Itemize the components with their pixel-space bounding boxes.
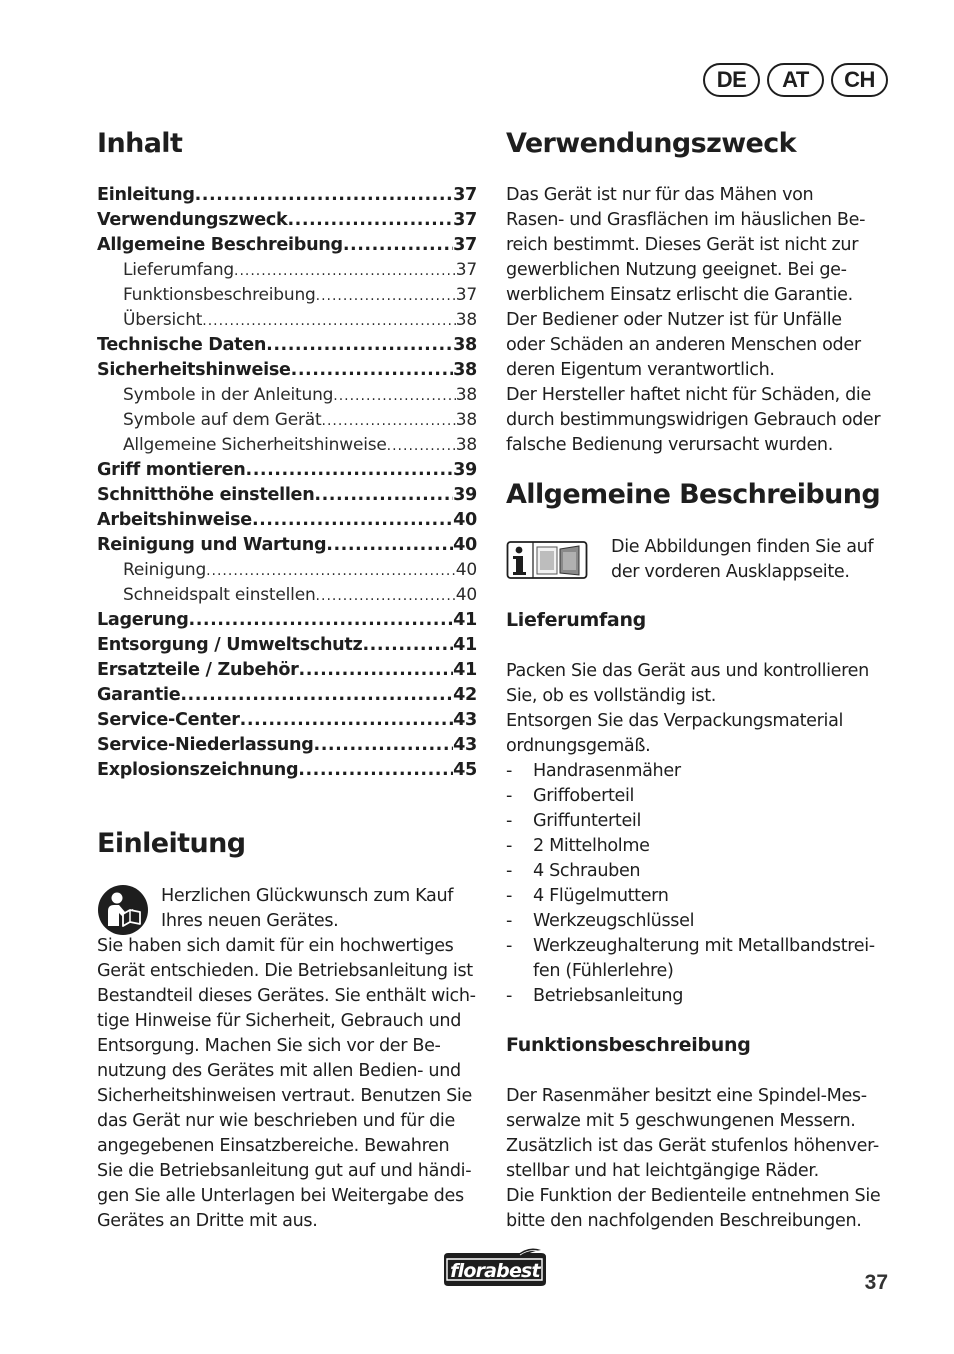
list-item: - Griffunterteil bbox=[506, 809, 875, 834]
toc-entry-page: 43 bbox=[453, 710, 477, 730]
toc-entry-title: Reinigung bbox=[123, 560, 207, 580]
toc-dot-leader bbox=[387, 434, 456, 459]
list-item: fen (Fühlerlehre) bbox=[533, 961, 674, 981]
toc-entry-page: 38 bbox=[453, 335, 477, 355]
toc-entry bbox=[97, 183, 477, 208]
toc-entry-title: Schnitthöhe einstellen bbox=[97, 485, 315, 505]
text-line: Sicherheitshinweisen vertraut. Benutzen Sie bbox=[97, 1086, 472, 1106]
allgemeine-beschreibung-title: Allgemeine Beschreibung bbox=[506, 479, 881, 510]
toc-entry-title: Reinigung und Wartung bbox=[97, 535, 327, 555]
text-line: ordnungsgemäß. bbox=[506, 736, 651, 756]
toc-dot-leader bbox=[180, 683, 453, 708]
text-line: deren Eigentum verantwortlich. bbox=[506, 360, 775, 380]
list-item: - 4 Flügelmuttern bbox=[506, 884, 875, 909]
toc-dot-leader bbox=[333, 384, 456, 409]
lieferumfang-list bbox=[506, 759, 875, 1009]
text-line: nutzung des Gerätes mit allen Bedien- und bbox=[97, 1061, 461, 1081]
toc-entry-page: 37 bbox=[455, 260, 477, 280]
text-line: Sie die Betriebsanleitung gut auf und händi- bbox=[97, 1161, 472, 1181]
toc-entry-title: Explosionszeichnung bbox=[97, 760, 299, 780]
toc-dot-leader bbox=[326, 533, 453, 558]
text-line: Das Gerät ist nur für das Mähen von bbox=[506, 185, 814, 205]
toc-entry-title: Symbole in der Anleitung bbox=[123, 385, 334, 405]
toc-entry-page: 37 bbox=[453, 185, 477, 205]
toc-entry-page: 39 bbox=[453, 460, 477, 480]
toc-entry-title: Arbeitshinweise bbox=[97, 510, 252, 530]
toc-entry-page: 45 bbox=[453, 760, 477, 780]
toc-entry bbox=[97, 408, 477, 433]
toc-dot-leader bbox=[314, 733, 454, 758]
toc-entry bbox=[97, 583, 477, 608]
toc-entry bbox=[97, 658, 477, 683]
text-line: Gerät entschieden. Die Betriebsanleitung ist bbox=[97, 961, 473, 981]
toc-entry-title: Allgemeine Beschreibung bbox=[97, 235, 343, 255]
florabest-logo bbox=[438, 1247, 551, 1289]
toc-entry-title: Lieferumfang bbox=[123, 260, 234, 280]
toc-dot-leader bbox=[343, 233, 453, 258]
toc-entry-page: 42 bbox=[453, 685, 477, 705]
toc-entry bbox=[97, 533, 477, 558]
einleitung-body bbox=[97, 934, 476, 1234]
toc-entry-page: 37 bbox=[455, 285, 477, 305]
country-badge-at: AT bbox=[767, 63, 824, 97]
toc-entry-page: 38 bbox=[455, 385, 477, 405]
toc-entry-title: Symbole auf dem Gerät bbox=[123, 410, 322, 430]
toc-entry bbox=[97, 358, 477, 383]
toc-dot-leader bbox=[299, 658, 454, 683]
toc-entry-title: Verwendungszweck bbox=[97, 210, 288, 230]
toc-entry bbox=[97, 208, 477, 233]
einleitung-intro bbox=[161, 884, 453, 934]
text-line: Die Abbildungen finden Sie auf bbox=[611, 537, 874, 557]
toc-entry bbox=[97, 633, 477, 658]
toc-dot-leader bbox=[291, 358, 453, 383]
country-badge-ch: CH bbox=[831, 63, 888, 97]
toc-entry bbox=[97, 308, 477, 333]
toc-dot-leader bbox=[266, 333, 453, 358]
text-line: tige Hinweise für Sicherheit, Gebrauch und bbox=[97, 1011, 462, 1031]
toc-dot-leader bbox=[252, 508, 453, 533]
text-line: Der Rasenmäher besitzt eine Spindel-Mes- bbox=[506, 1086, 867, 1106]
toc-entry bbox=[97, 333, 477, 358]
toc-entry-page: 40 bbox=[453, 510, 477, 530]
toc-entry-page: 38 bbox=[453, 360, 477, 380]
toc-entry-title: Garantie bbox=[97, 685, 181, 705]
text-line: das Gerät nur wie beschrieben und für die bbox=[97, 1111, 455, 1131]
read-manual-icon bbox=[97, 884, 149, 936]
text-line: gen Sie alle Unterlagen bei Weitergabe des bbox=[97, 1186, 464, 1206]
funktionsbeschreibung-title: Funktionsbeschreibung bbox=[506, 1034, 751, 1056]
toc-entry bbox=[97, 608, 477, 633]
text-line: angegebenen Einsatzbereiche. Bewahren bbox=[97, 1136, 450, 1156]
toc-entry bbox=[97, 508, 477, 533]
toc-entry-page: 41 bbox=[453, 635, 477, 655]
toc-dot-leader bbox=[195, 183, 453, 208]
text-line: durch bestimmungswidrigen Gebrauch oder bbox=[506, 410, 881, 430]
toc-dot-leader bbox=[189, 608, 454, 633]
country-badges bbox=[703, 63, 888, 97]
verwendungszweck-title: Verwendungszweck bbox=[506, 128, 797, 159]
text-line: Die Funktion der Bedienteile entnehmen Sie bbox=[506, 1186, 881, 1206]
text-line: Bestandteil dieses Gerätes. Sie enthält wich- bbox=[97, 986, 476, 1006]
toc-entry-page: 40 bbox=[455, 585, 477, 605]
funktionsbeschreibung-body bbox=[506, 1084, 880, 1234]
toc-entry bbox=[97, 458, 477, 483]
verwendungszweck-body bbox=[506, 183, 880, 458]
toc-entry-page: 40 bbox=[453, 535, 477, 555]
toc-dot-leader bbox=[362, 633, 453, 658]
text-line: Entsorgen Sie das Verpackungsmaterial bbox=[506, 711, 844, 731]
text-line: Herzlichen Glückwunsch zum Kauf bbox=[161, 886, 454, 906]
toc-dot-leader bbox=[316, 584, 456, 609]
toc-dot-leader bbox=[234, 259, 456, 284]
list-item: - Handrasenmäher bbox=[506, 759, 875, 784]
toc-entry-page: 37 bbox=[453, 210, 477, 230]
list-item: - Werkzeughalterung mit Metallbandstrei- bbox=[506, 934, 875, 959]
toc-dot-leader bbox=[206, 559, 456, 584]
text-line: Entsorgung. Machen Sie sich vor der Be- bbox=[97, 1036, 441, 1056]
text-line: Der Hersteller haftet nicht für Schäden, die bbox=[506, 385, 871, 405]
text-line: Sie, ob es vollständig ist. bbox=[506, 686, 717, 706]
toc-entry-title: Allgemeine Sicherheitshinweise bbox=[123, 435, 387, 455]
toc-entry-title: Funktionsbeschreibung bbox=[123, 285, 316, 305]
toc-dot-leader bbox=[287, 208, 453, 233]
toc-entry-title: Service-Niederlassung bbox=[97, 735, 314, 755]
country-badge-de: DE bbox=[703, 63, 760, 97]
text-line: Der Bediener oder Nutzer ist für Unfälle bbox=[506, 310, 842, 330]
text-line: bitte den nachfolgenden Beschreibungen. bbox=[506, 1211, 862, 1231]
list-item: - Griffoberteil bbox=[506, 784, 875, 809]
text-line: oder Schäden an anderen Menschen oder bbox=[506, 335, 861, 355]
inhalt-title: Inhalt bbox=[97, 128, 183, 159]
toc-entry-page: 40 bbox=[455, 560, 477, 580]
toc-entry bbox=[97, 708, 477, 733]
list-item: - 2 Mittelholme bbox=[506, 834, 875, 859]
toc-entry-title: Sicherheitshinweise bbox=[97, 360, 291, 380]
toc-entry-title: Service-Center bbox=[97, 710, 240, 730]
toc-entry-page: 38 bbox=[455, 410, 477, 430]
toc-entry bbox=[97, 758, 477, 783]
toc-entry bbox=[97, 233, 477, 258]
toc-entry bbox=[97, 433, 477, 458]
list-item: - Werkzeugschlüssel bbox=[506, 909, 875, 934]
list-item: - Betriebsanleitung bbox=[506, 984, 875, 1009]
logo-text: florabest bbox=[450, 1260, 540, 1282]
text-line: serwalze mit 5 geschwungenen Messern. bbox=[506, 1111, 856, 1131]
table-of-contents bbox=[97, 183, 477, 783]
text-line: der vorderen Ausklappseite. bbox=[611, 562, 850, 582]
toc-entry bbox=[97, 683, 477, 708]
text-line: Gerätes an Dritte mit aus. bbox=[97, 1211, 318, 1231]
text-line: Ihres neuen Gerätes. bbox=[161, 911, 339, 931]
toc-entry-title: Ersatzteile / Zubehör bbox=[97, 660, 299, 680]
toc-entry-page: 43 bbox=[453, 735, 477, 755]
toc-entry-page: 38 bbox=[455, 435, 477, 455]
abbildungen-hinweis bbox=[611, 535, 873, 585]
einleitung-title: Einleitung bbox=[97, 828, 246, 859]
lieferumfang-body bbox=[506, 659, 869, 759]
toc-dot-leader bbox=[322, 409, 456, 434]
text-line: Sie haben sich damit für ein hochwertiges bbox=[97, 936, 454, 956]
toc-entry-page: 41 bbox=[453, 660, 477, 680]
toc-entry bbox=[97, 383, 477, 408]
toc-entry-page: 41 bbox=[453, 610, 477, 630]
toc-entry bbox=[97, 558, 477, 583]
toc-entry-title: Schneidspalt einstellen bbox=[123, 585, 316, 605]
text-line: Zusätzlich ist das Gerät stufenlos höhenver- bbox=[506, 1136, 879, 1156]
lieferumfang-title: Lieferumfang bbox=[506, 609, 646, 631]
info-illustration-icon bbox=[506, 537, 588, 581]
toc-entry bbox=[97, 733, 477, 758]
toc-entry bbox=[97, 258, 477, 283]
text-line: stellbar und hat leichtgängige Räder. bbox=[506, 1161, 819, 1181]
toc-entry bbox=[97, 483, 477, 508]
toc-dot-leader bbox=[316, 284, 456, 309]
toc-entry-title: Technische Daten bbox=[97, 335, 267, 355]
text-line: gewerblichen Nutzung geeignet. Bei ge- bbox=[506, 260, 847, 280]
page-number: 37 bbox=[864, 1271, 888, 1294]
list-item: - 4 Schrauben bbox=[506, 859, 875, 884]
toc-entry-page: 37 bbox=[453, 235, 477, 255]
toc-dot-leader bbox=[246, 458, 454, 483]
text-line: reich bestimmt. Dieses Gerät ist nicht zur bbox=[506, 235, 859, 255]
text-line: falsche Bedienung verursacht wurden. bbox=[506, 435, 833, 455]
toc-entry-title: Einleitung bbox=[97, 185, 195, 205]
toc-dot-leader bbox=[314, 483, 453, 508]
toc-entry bbox=[97, 283, 477, 308]
toc-entry-page: 39 bbox=[453, 485, 477, 505]
text-line: Packen Sie das Gerät aus und kontrollieren bbox=[506, 661, 869, 681]
toc-entry-title: Entsorgung / Umweltschutz bbox=[97, 635, 363, 655]
toc-entry-page: 38 bbox=[455, 310, 477, 330]
toc-entry-title: Übersicht bbox=[123, 310, 203, 330]
text-line: Rasen- und Grasflächen im häuslichen Be- bbox=[506, 210, 866, 230]
toc-entry-title: Lagerung bbox=[97, 610, 189, 630]
toc-entry-title: Griff montieren bbox=[97, 460, 246, 480]
text-line: werblichem Einsatz erlischt die Garantie. bbox=[506, 285, 853, 305]
toc-dot-leader bbox=[240, 708, 453, 733]
toc-dot-leader bbox=[298, 758, 453, 783]
toc-dot-leader bbox=[202, 309, 456, 334]
